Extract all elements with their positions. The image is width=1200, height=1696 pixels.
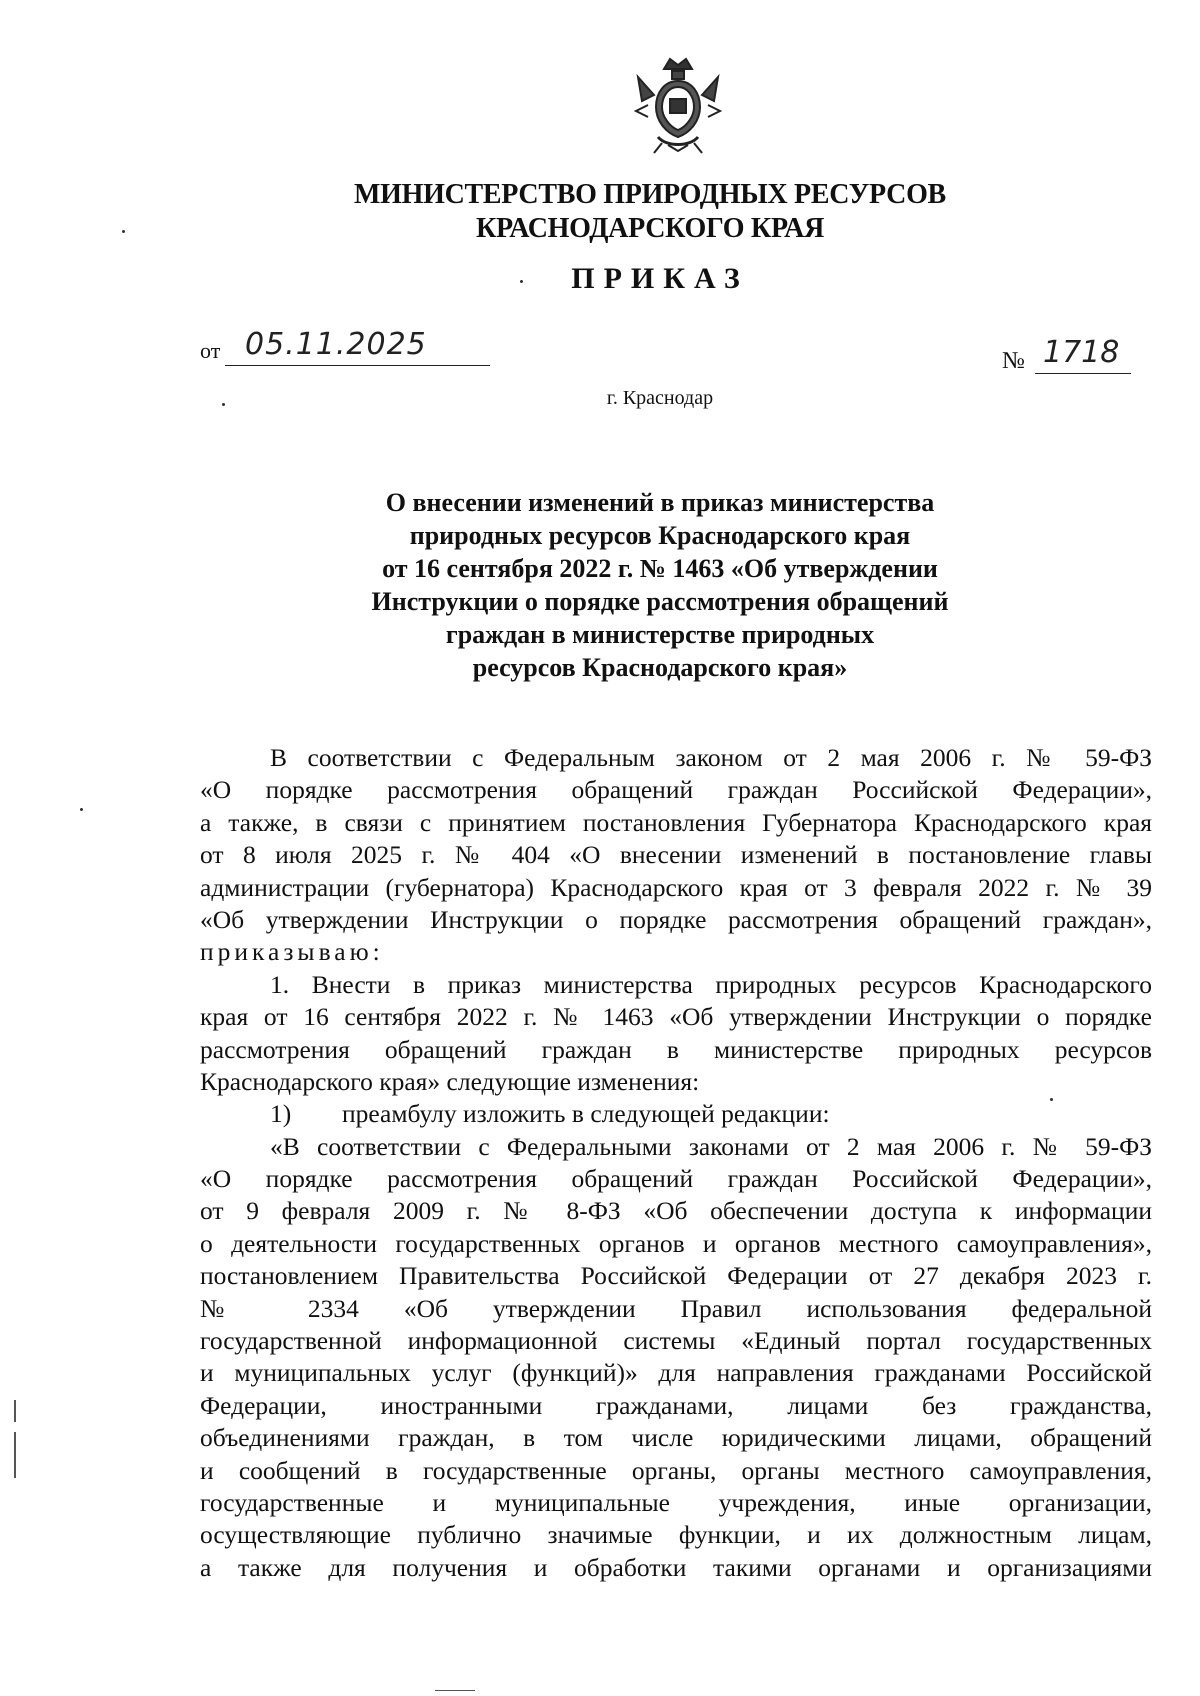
body-line: от 9 февраля 2009 г. № 8-ФЗ «Об обеспечении доступа к информации (200, 1196, 1152, 1226)
body-line: постановлением Правительства Российской Федерации от 27 декабря 2023 г. (200, 1261, 1152, 1291)
scan-speck (1050, 1098, 1053, 1101)
body-line: осуществляющие публично значимые функции, и их должностным лицам, (200, 1520, 1152, 1550)
body-line: «О порядке рассмотрения обращений граждан Российской Федерации», (200, 1164, 1152, 1194)
body-line: государственные и муниципальные учреждения, иные организации, (200, 1487, 1152, 1517)
subject-line: ресурсов Краснодарского края» (472, 653, 848, 682)
order-command: приказываю: (200, 937, 384, 967)
subject-line: О внесении изменений в приказ министерства (385, 488, 935, 517)
body-line: «В соответствии с Федеральными законами от 2 мая 2006 г. № 59-ФЗ (270, 1131, 1152, 1161)
document-body (200, 742, 1152, 1584)
list-item-text: преамбулу изложить в следующей редакции: (342, 1099, 830, 1129)
body-line: Федерации, иностранными гражданами, лицами без гражданства, (200, 1390, 1152, 1420)
number-label: № (1002, 348, 1025, 374)
coat-of-arms-icon (634, 55, 722, 155)
ministry-line-2: КРАСНОДАРСКОГО КРАЯ (475, 213, 825, 244)
body-line: 1. Внести в приказ министерства природных ресурсов Краснодарского (270, 969, 1152, 999)
body-line: государственной информационной системы «Единый портал государственных (200, 1326, 1152, 1356)
body-line: о деятельности государственных органов и органов местного самоуправления», (200, 1228, 1152, 1258)
ministry-name (300, 178, 1000, 246)
subject-line: граждан в министерстве природных (445, 620, 875, 649)
body-line: от 8 июля 2025 г. № 404 «О внесении изменений в постановление главы (200, 840, 1152, 870)
scan-speck (80, 808, 83, 811)
date-label: от (200, 338, 221, 363)
subject-line: Инструкции о порядке рассмотрения обращений (371, 587, 949, 616)
scan-speck (520, 280, 523, 283)
scan-speck (122, 230, 125, 233)
body-line: и муниципальных услуг (функций)» для направления гражданами Российской (200, 1358, 1152, 1388)
scan-margin-mark (435, 1690, 475, 1691)
ministry-line-1: МИНИСТЕРСТВО ПРИРОДНЫХ РЕСУРСОВ (354, 179, 946, 210)
subject-line: природных ресурсов Краснодарского края (409, 521, 911, 550)
scan-margin-mark (14, 1400, 16, 1422)
date-value-handwritten: 05.11.2025 (225, 325, 490, 366)
document-subject (300, 486, 1020, 684)
body-line: «Об утверждении Инструкции о порядке рассмотрения обращений граждан», (200, 904, 1152, 934)
body-line: а также, в связи с принятием постановления Губернатора Краснодарского края (200, 807, 1152, 837)
body-line: № 2334 «Об утверждении Правил использования федеральной (200, 1293, 1152, 1323)
body-line: рассмотрения обращений граждан в министерстве природных ресурсов (200, 1034, 1152, 1064)
body-line: объединениями граждан, в том числе юридическими лицами, обращений (200, 1423, 1152, 1453)
list-item-number: 1) (270, 1099, 292, 1129)
list-item (200, 1098, 1152, 1130)
document-type: ПРИКАЗ (571, 262, 749, 295)
body-line: В соответствии с Федеральным законом от 2 мая 2006 г. № 59-ФЗ (270, 743, 1152, 772)
city: г. Краснодар (606, 387, 714, 409)
body-line: «О порядке рассмотрения обращений граждан Российской Федерации», (200, 775, 1152, 805)
number-value-handwritten: 1718 (1035, 333, 1131, 374)
body-line: а также для получения и обработки такими органами и организациями (200, 1552, 1152, 1582)
body-line: края от 16 сентября 2022 г. № 1463 «Об утверждении Инструкции о порядке (200, 1002, 1152, 1032)
scan-speck (222, 403, 225, 406)
subject-line: от 16 сентября 2022 г. № 1463 «Об утверждении (382, 554, 938, 583)
body-line: Краснодарского края» следующие изменения: (200, 1066, 700, 1096)
body-line: и сообщений в государственные органы, органы местного самоуправления, (200, 1455, 1152, 1485)
scan-margin-mark (14, 1432, 16, 1478)
body-line: администрации (губернатора) Краснодарского края от 3 февраля 2022 г. № 39 (200, 872, 1152, 902)
